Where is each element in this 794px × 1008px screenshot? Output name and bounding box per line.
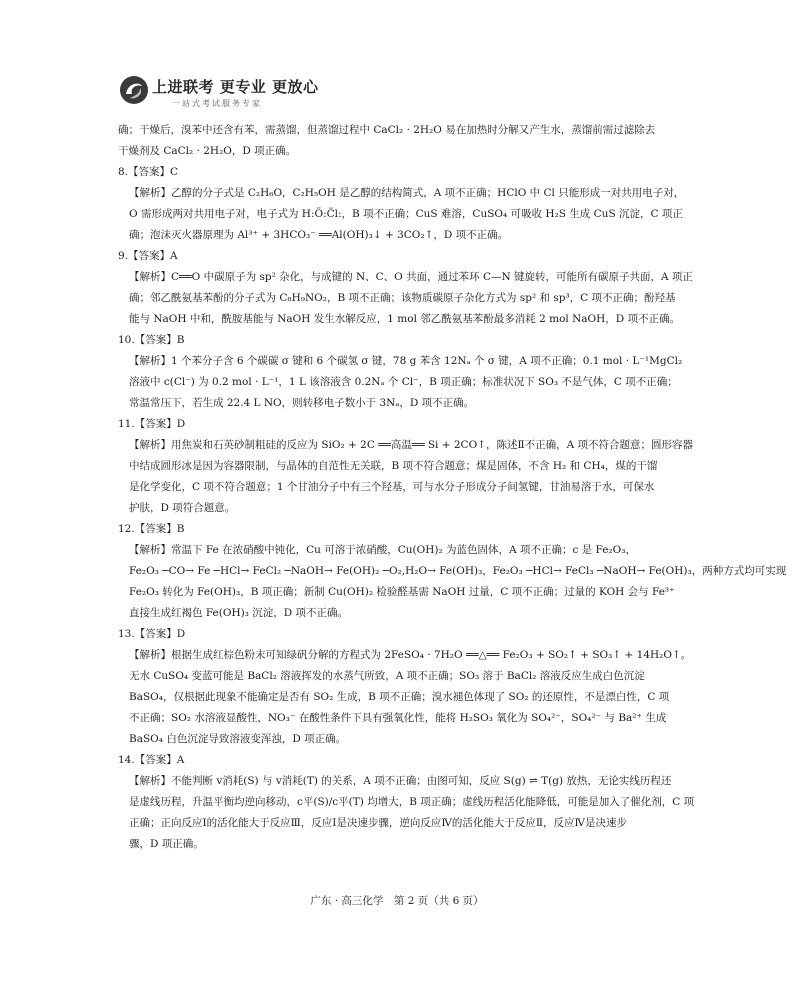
text-line: 干燥剂及 CaCl₂ · 2H₂O，D 项正确。: [118, 145, 297, 157]
text-line: 无水 CuSO₄ 变蓝可能是 BaCl₂ 溶液挥发的水蒸气所致，A 项不正确；SO₃ 溶于 BaCl₂ 溶液反应生成白色沉淀: [129, 670, 645, 682]
brand-slogan: 上进联考 更专业 更放心: [152, 78, 319, 96]
text-line: 14.【答案】A: [118, 754, 185, 766]
text-line: 中结成圆形冰是因为容器限制，与晶体的自范性无关联，B 项不符合题意；煤是固体，不含 H₂ 和 CH₄，煤的干馏: [129, 460, 658, 472]
answer-explanations: [118, 120, 787, 855]
page-footer: 广东 · 高三化学 第 2 页（共 6 页）: [310, 895, 484, 907]
text-line: 【解析】用焦炭和石英砂制粗硅的反应为 SiO₂ + 2C ══高温══ Si + 2CO↑，陈述Ⅱ不正确，A 项不符合题意；圆形容器: [129, 439, 694, 451]
text-line: 【解析】根据生成红棕色粉末可知绿矾分解的方程式为 2FeSO₄ · 7H₂O ══△══ Fe₂O₃ + SO₂↑ + SO₃↑ + 14H₂O↑。: [129, 649, 692, 661]
brand-logo-icon: [118, 74, 150, 106]
text-line: O 需形成两对共用电子对，电子式为 H:Ö:C̈l:，B 项不正确；CuS 难溶，CuSO₄ 可吸收 H₂S 生成 CuS 沉淀，C 项正: [129, 208, 683, 220]
text-line: 确；干燥后，溴苯中还含有苯，需蒸馏，但蒸馏过程中 CaCl₂ · 2H₂O 易在加热时分解又产生水，蒸馏前需过滤除去: [118, 124, 656, 136]
text-line: 能与 NaOH 中和，酰胺基能与 NaOH 发生水解反应，1 mol 邻乙酰氨基苯酚最多消耗 2 mol NaOH，D 项不正确。: [129, 313, 681, 325]
text-line: 10.【答案】B: [118, 334, 185, 346]
text-line: 确；泡沫灭火器原理为 Al³⁺ + 3HCO₃⁻ ══Al(OH)₃↓ + 3CO₂↑，D 项不正确。: [129, 229, 509, 241]
text-line: 溶液中 c(Cl⁻) 为 0.2 mol · L⁻¹，1 L 该溶液含 0.2Nₐ 个 Cl⁻，B 项正确；标准状况下 SO₃ 不是气体，C 项不正确；: [129, 376, 678, 388]
text-line: BaSO₄，仅根据此现象不能确定是否有 SO₂ 生成，B 项不正确；溴水褪色体现了 SO₂ 的还原性，不是漂白性，C 项: [129, 691, 670, 703]
text-line: Fe₂O₃ ─CO→ Fe ─HCl→ FeCl₂ ─NaOH→ Fe(OH)₂ ─O₂,H₂O→ Fe(OH)₃，Fe₂O₃ ─HCl→ FeCl₃ ─NaOH→ Fe(OH)₃，两种方式均可实现: [129, 565, 787, 577]
text-line: 直接生成红褐色 Fe(OH)₃ 沉淀，D 项不正确。: [129, 607, 349, 619]
text-line: 12.【答案】B: [118, 523, 185, 535]
text-line: 13.【答案】D: [118, 628, 186, 640]
text-line: 9.【答案】A: [118, 250, 178, 262]
brand-subtitle: 一站式考试服务专家: [172, 99, 262, 108]
text-line: 护肤，D 项符合题意。: [129, 502, 236, 514]
text-line: 不正确；SO₂ 水溶液显酸性，NO₃⁻ 在酸性条件下具有强氧化性，能将 H₂SO₃ 氧化为 SO₄²⁻，SO₄²⁻ 与 Ba²⁺ 生成: [129, 712, 667, 724]
text-line: 是虚线历程，升温平衡均逆向移动，c平(S)/c平(T) 均增大，B 项正确；虚线历程活化能降低，可能是加入了催化剂，C 项: [129, 796, 695, 808]
text-line: 骤，D 项正确。: [129, 838, 204, 850]
text-line: 正确；正向反应Ⅰ的活化能大于反应Ⅲ，反应Ⅰ是决速步骤，逆向反应Ⅳ的活化能大于反应Ⅱ，反应Ⅳ是决速步: [129, 817, 628, 829]
text-line: 【解析】1 个苯分子含 6 个碳碳 σ 键和 6 个碳氢 σ 键，78 g 苯含 12Nₐ 个 σ 键，A 项不正确；0.1 mol · L⁻¹MgCl₂: [129, 355, 683, 367]
text-line: BaSO₄ 白色沉淀导致溶液变浑浊，D 项正确。: [129, 733, 347, 745]
text-line: 【解析】乙醇的分子式是 C₂H₆O，C₂H₅OH 是乙醇的结构简式，A 项不正确；HClO 中 Cl 只能形成一对共用电子对，: [129, 187, 685, 199]
text-line: 常温常压下，若生成 22.4 L NO，则转移电子数小于 3Nₐ，D 项不正确。: [129, 397, 475, 409]
text-line: 11.【答案】D: [118, 418, 186, 430]
text-line: 是化学变化，C 项不符合题意；1 个甘油分子中有三个羟基，可与水分子形成分子间氢键，甘油易溶于水，可保水: [129, 481, 655, 493]
text-line: 确；邻乙酰氨基苯酚的分子式为 C₈H₉NO₂，B 项不正确；该物质碳原子杂化方式为 sp² 和 sp³，C 项不正确；酚羟基: [129, 292, 676, 304]
text-line: 【解析】不能判断 v消耗(S) 与 v消耗(T) 的关系，A 项不正确；由图可知，反应 S(g) ⇌ T(g) 放热，无论实线历程还: [129, 775, 672, 787]
text-line: 8.【答案】C: [118, 166, 179, 178]
text-line: Fe₂O₃ 转化为 Fe(OH)₃，B 项正确；新制 Cu(OH)₂ 检验醛基需 NaOH 过量，C 项不正确；过量的 KOH 会与 Fe³⁺: [129, 586, 675, 598]
page-header: [118, 74, 418, 114]
text-line: 【解析】C══O 中碳原子为 sp² 杂化，与成键的 N、C、O 共面，通过苯环 C—N 键旋转，可能所有碳原子共面，A 项正: [129, 271, 693, 283]
text-line: 【解析】常温下 Fe 在浓硝酸中钝化，Cu 可溶于浓硝酸，Cu(OH)₂ 为蓝色固体，A 项不正确；c 是 Fe₂O₃，: [129, 544, 636, 556]
